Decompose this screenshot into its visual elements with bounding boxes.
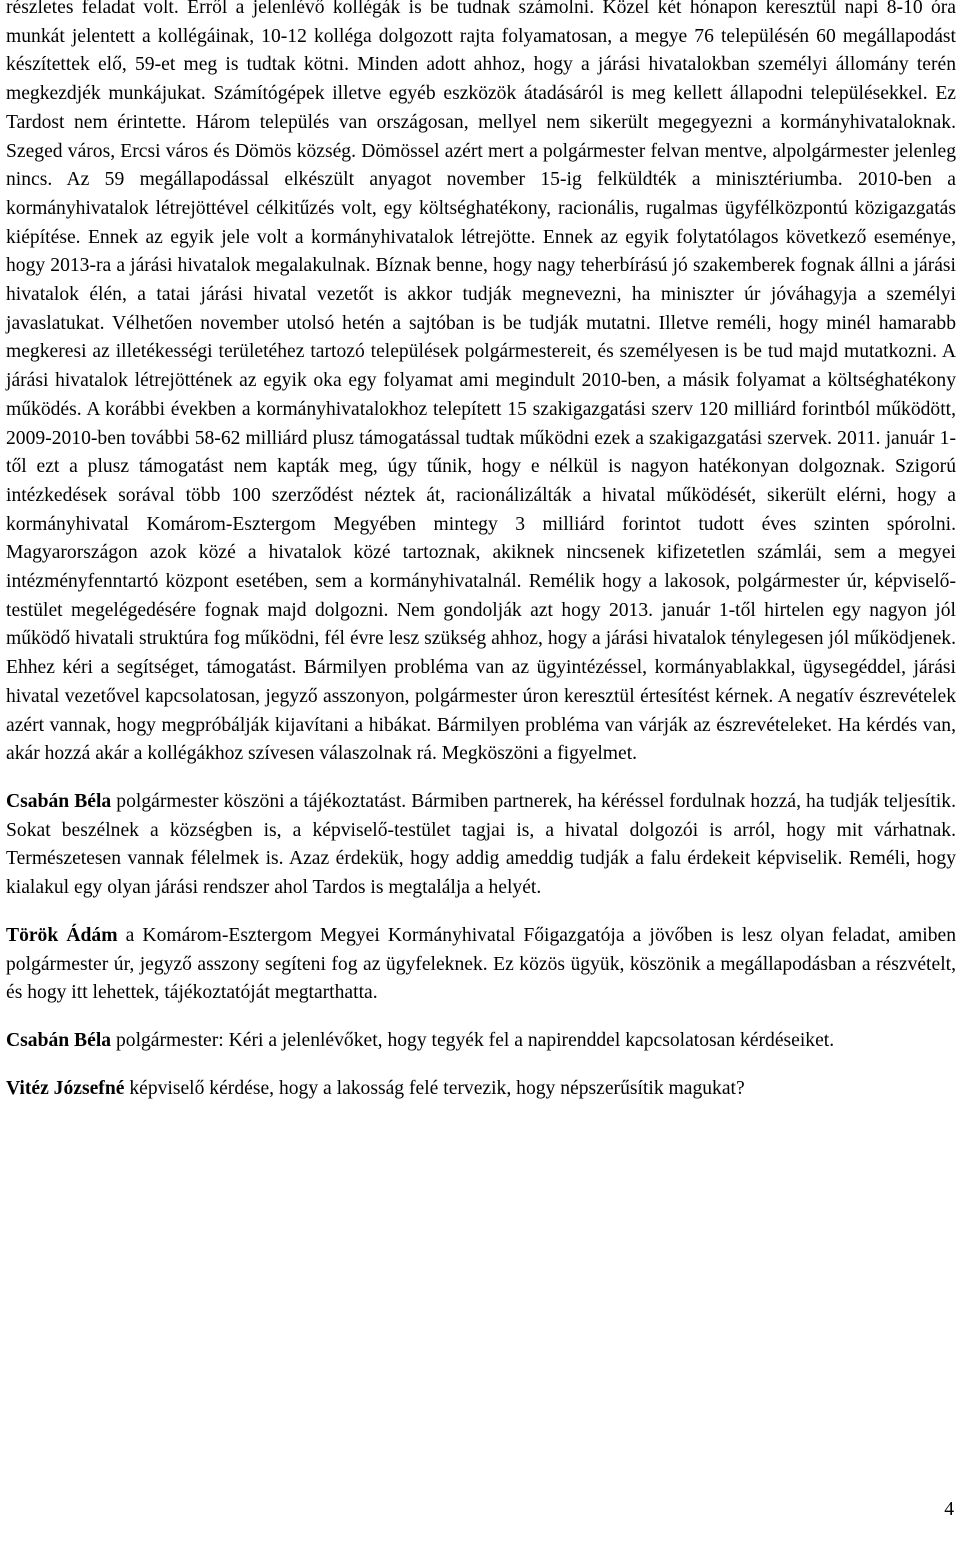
paragraph-text: részletes feladat volt. Erről a jelenlévő kollégák is be tudnak számolni. Közel két hónapon keresztül napi 8-10 óra munkát jelentett a kollégáinak, 10-12 kolléga dolgozott rajta folyamatosan, a megye 76 településén 60 megállapodást készítettek elő, 59-et meg is tudtak kötni. Minden adott ahhoz, hogy a járási hivatalokban személyi állomány terén megkezdjék munkájukat. Számítógépek illetve egyéb eszközök átadásáról is meg kellett állapodni településekkel. Ez Tardost nem érintette. Három település van országosan, mellyel nem sikerült megegyezni a kormányhivataloknak. Szeged város, Ercsi város és Dömös község. Dömössel azért mert a polgármester felvan mentve, alpolgármester jelenleg nincs. Az 59 megállapodással elkészült anyagot november 15-ig felküldték a minisztériumba. 2010-ben a kormányhivatalok létrejöttével célkitűzés volt, egy költséghatékony, racionális, rugalmas ügyfélközpontú közigazgatás kiépítése. Ennek az egyik jele volt a kormányhivatalok létrejötte. Ennek az egyik folytatólagos következő eseménye, hogy 2013-ra a járási hivatalok megalakulnak. Bíznak benne, hogy nagy teherbírású jó szakemberek fognak állni a járási hivatalok élén, a tatai járási hivatal vezetőt is akkor tudják megnevezni, ha miniszter úr jóváhagyja a személyi javaslatukat. Vélhetően november utolsó hetén a sajtóban is be tudják mutatni. Illetve reméli, hogy minél hamarabb megkeresi az illetékességi területéhez tartozó települések polgármestereit, és személyesen is be tud majd mutatkozni. A járási hivatalok létrejöttének az egyik oka egy folyamat ami megindult 2010-ben, a másik folyamat a költséghatékony működés. A korábbi években a kormányhivatalokhoz telepített 15 szakigazgatási szerv 120 milliárd forintból működött, 2009-2010-ben további 58-62 milliárd plusz támogatással tudtak működni ezek a szakigazgatási szervek. 2011. január 1-től ezt a plusz támogatást nem kapták meg, úgy tűnik, hogy e nélkül is nagyon hatékonyan dolgoznak. Szigorú intézkedések sorával több 100 szerződést néztek át, racionálizálták a hivatal működését, sikerült elérni, hogy a kormányhivatal Komárom-Esztergom Megyében mintegy 3 milliárd forintot tudott éves szinten spórolni. Magyarországon azok közé a hivatalok közé tartoznak, akiknek nincsenek kifizetetlen számlái, sem a megyei intézményfenntartó központ esetében, sem a kormányhivatalnál. Remélik hogy a lakosok, polgármester úr, képviselő-testület megelégedésére fognak majd dolgozni. Nem gondolják azt hogy 2013. január 1-től hirtelen egy nagyon jól működő hivatali struktúra fog működni, fél évre lesz szükség ahhoz, hogy a járási hivatalok ténylegesen jól működjenek. Ehhez kéri a segítséget, támogatást. Bármilyen probléma van az ügyintézéssel, kormányablakkal, ügysegéddel, járási hivatal vezetővel kapcsolatosan, jegyző asszonyon, polgármester úron keresztül értesítést kérnek. A negatív észrevételek azért vannak, hogy megpróbálják kijavítani a hibákat. Bármilyen probléma van várják az észrevételeket. Ha kérdés van, akár hozzá akár a kollégákhoz szívesen válaszolnak rá. Megköszöni a figyelmet. — [6, 0, 956, 765]
paragraph-text: képviselő kérdése, hogy a lakosság felé tervezik, hogy népszerűsítik magukat? — [124, 1077, 745, 1099]
speaker-name: Csabán Béla — [6, 790, 112, 812]
speaker-name: Vitéz Józsefné — [6, 1077, 125, 1099]
paragraph-csaban-request — [6, 1027, 956, 1056]
paragraph-text: a Komárom-Esztergom Megyei Kormányhivatal Főigazgatója a jövőben is lesz olyan feladat, amiben polgármester úr, jegyző asszony segíteni fog az ügyfeleknek. Ez közös ügyük, köszönik a megállapodásban a részvételt, és hogy itt lehettek, tájékoztatóját megtarthatta. — [6, 924, 956, 1004]
paragraph-report — [6, 0, 956, 769]
paragraph-vitez-question — [6, 1075, 956, 1104]
paragraph-text: polgármester: Kéri a jelenlévőket, hogy tegyék fel a napirenddel kapcsolatosan kérdéseiket. — [111, 1029, 835, 1051]
document-page — [6, 0, 956, 1103]
paragraph-torok-response — [6, 922, 956, 1008]
page-number: 4 — [944, 1499, 954, 1520]
speaker-name: Török Ádám — [6, 924, 118, 946]
paragraph-text: polgármester köszöni a tájékoztatást. Bármiben partnerek, ha kéréssel fordulnak hozzá, ha tudják teljesítik. Sokat beszélnek a községben is, a képviselő-testület tagjai is, a hivatal dolgozói is arról, hogy mit várhatnak. Természetesen vannak félelmek is. Azaz érdekük, hogy addig ameddig tudják a falu érdekeit képviselik. Reméli, hogy kialakul egy olyan járási rendszer ahol Tardos is megtalálja a helyét. — [6, 790, 956, 899]
paragraph-csaban-response — [6, 788, 956, 903]
speaker-name: Csabán Béla — [6, 1029, 112, 1051]
